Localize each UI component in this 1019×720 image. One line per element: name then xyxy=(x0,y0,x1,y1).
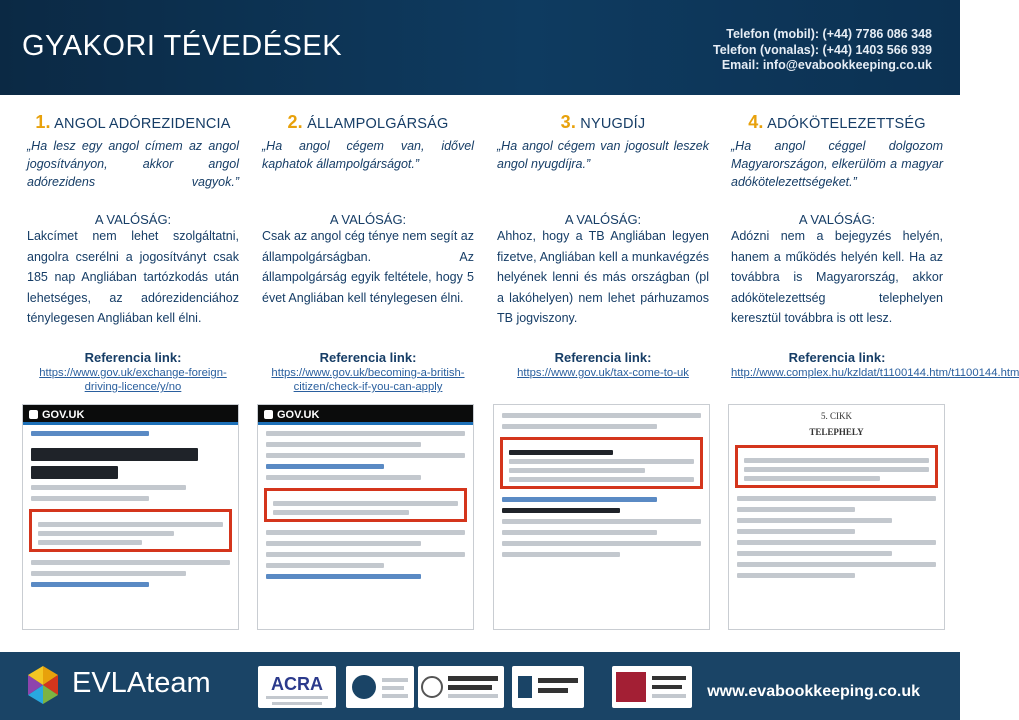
column-heading: ADÓKÖTELEZETTSÉG xyxy=(767,116,926,132)
text-placeholder xyxy=(509,477,694,482)
text-placeholder xyxy=(38,540,142,545)
breadcrumb-placeholder xyxy=(31,431,149,436)
column-number: 1. xyxy=(35,112,51,132)
text-placeholder xyxy=(266,442,421,447)
column-quote: „Ha angol cégem van jogosult leszek angol nyugdíjra.” xyxy=(497,139,709,171)
document-heading: 5. CIKK xyxy=(821,411,852,421)
heading-placeholder xyxy=(31,448,198,461)
screenshot-driving-licence xyxy=(22,404,239,630)
column-number: 4. xyxy=(748,112,764,132)
evla-logo-icon xyxy=(22,664,64,706)
text-placeholder xyxy=(509,450,613,455)
reference-label: Referencia link: xyxy=(788,350,886,365)
screenshot-national-insurance xyxy=(493,404,710,630)
column-number: 3. xyxy=(560,112,577,132)
document-subheading: TELEPHELY xyxy=(809,427,864,437)
text-placeholder xyxy=(737,540,936,545)
reality-label: A VALÓSÁG: xyxy=(329,212,407,227)
link-placeholder xyxy=(31,582,149,587)
column-heading: NYUGDÍJ xyxy=(580,116,646,132)
link-placeholder xyxy=(266,464,384,469)
reference-link[interactable]: https://www.gov.uk/tax-come-to-uk xyxy=(517,367,689,379)
header-banner xyxy=(0,0,960,95)
text-placeholder xyxy=(737,496,936,501)
text-placeholder xyxy=(502,508,620,513)
text-placeholder xyxy=(502,530,657,535)
column-title xyxy=(731,112,943,133)
reference-link[interactable]: https://www.gov.uk/exchange-foreign-driving-licence/y/no xyxy=(39,367,227,393)
link-placeholder xyxy=(266,574,421,579)
crown-icon xyxy=(29,410,38,419)
footer-website-link[interactable]: www.evabookkeeping.co.uk xyxy=(707,683,920,700)
text-placeholder xyxy=(502,552,620,557)
companies-house-logo-icon xyxy=(512,666,584,708)
text-placeholder xyxy=(31,496,149,501)
govuk-label: GOV.UK xyxy=(42,409,85,421)
reference-link[interactable]: http://www.complex.hu/kzldat/t1100144.htm/t1100144.htm xyxy=(731,367,1019,379)
text-placeholder xyxy=(737,529,855,534)
column-citizenship xyxy=(262,112,474,213)
text-placeholder xyxy=(31,560,230,565)
footer-banner xyxy=(0,652,960,720)
column-quote: „Ha angol céggel dolgozom Magyarországon, elkerülöm a magyar adókötelezettségeket.” xyxy=(731,139,943,189)
text-placeholder xyxy=(737,551,892,556)
govuk-bar xyxy=(258,405,473,425)
reality-text: Adózni nem a bejegyzés helyén, hanem a működés helyén kell. Ha az továbbra is Magyarország, akkor adókötelezettség telephelyen keresztül továbbra is ott lesz. xyxy=(731,229,943,325)
phone-landline: Telefon (vonalas): (+44) 1403 566 939 xyxy=(713,42,932,57)
text-placeholder xyxy=(266,431,465,436)
highlight-box xyxy=(735,445,938,488)
reality-text: Ahhoz, hogy a TB Angliában legyen fizetve, Angliában kell a munkavégzés helyének lenni és más országban (pl a lakóhelyen) nem lehet párhuzamos TB jogviszony. xyxy=(497,229,709,325)
text-placeholder xyxy=(266,475,421,480)
text-placeholder xyxy=(273,501,458,506)
text-placeholder xyxy=(266,541,421,546)
text-placeholder xyxy=(744,458,929,463)
institute-logo-icon xyxy=(346,666,414,708)
text-placeholder xyxy=(31,485,186,490)
text-placeholder xyxy=(266,552,465,557)
govuk-bar xyxy=(23,405,238,425)
reality-label: A VALÓSÁG: xyxy=(564,212,642,227)
ukti-logo-icon xyxy=(612,666,692,708)
screenshot-citizenship xyxy=(257,404,474,630)
reality-label: A VALÓSÁG: xyxy=(798,212,876,227)
text-placeholder xyxy=(744,476,880,481)
contact-block xyxy=(713,27,932,74)
column-title xyxy=(262,112,474,133)
text-placeholder xyxy=(266,563,384,568)
phone-mobile: Telefon (mobil): (+44) 7786 086 348 xyxy=(726,27,932,41)
text-placeholder xyxy=(509,468,645,473)
reference-link[interactable]: https://www.gov.uk/becoming-a-british-citizen/check-if-you-can-apply xyxy=(271,367,465,393)
reality-label: A VALÓSÁG: xyxy=(94,212,172,227)
crown-icon xyxy=(264,410,273,419)
highlight-box xyxy=(500,437,703,489)
footer-brand: EVLAteam xyxy=(72,667,211,699)
text-placeholder xyxy=(31,571,186,576)
acra-logo-icon xyxy=(258,666,336,708)
text-placeholder xyxy=(744,467,929,472)
column-tax-liability xyxy=(731,112,943,213)
hmrc-logo-icon xyxy=(418,666,504,708)
text-placeholder xyxy=(502,424,657,429)
column-heading: ÁLLAMPOLGÁRSÁG xyxy=(307,116,449,132)
reality-text: Csak az angol cég ténye nem segít az állampolgárságban. Az állampolgárság egyik feltétele, hogy 5 évet Angliában kell ténylegesen élni. xyxy=(262,229,474,305)
reference-label: Referencia link: xyxy=(554,350,652,365)
text-placeholder xyxy=(737,518,892,523)
screenshot-tax-treaty xyxy=(728,404,945,630)
page-title: GYAKORI TÉVEDÉSEK xyxy=(22,30,343,62)
link-placeholder xyxy=(502,497,657,502)
column-residency xyxy=(27,112,239,213)
text-placeholder xyxy=(502,541,701,546)
email-address[interactable]: Email: info@evabookkeeping.co.uk xyxy=(721,58,932,72)
text-placeholder xyxy=(38,531,174,536)
reality-text: Lakcímet nem lehet szolgáltatni, angolra cserélni a jogosítványt csak 185 nap Angliában tartózkodás után lehetséges, az adórezidenciához ténylegesen Angliában kell élni. xyxy=(27,229,239,325)
text-placeholder xyxy=(266,530,465,535)
govuk-label: GOV.UK xyxy=(277,409,320,421)
column-title xyxy=(27,112,239,133)
text-placeholder xyxy=(266,453,465,458)
text-placeholder xyxy=(509,459,694,464)
column-number: 2. xyxy=(287,112,303,132)
text-placeholder xyxy=(737,573,855,578)
text-placeholder xyxy=(737,507,855,512)
svg-text:ACRA: ACRA xyxy=(271,674,323,694)
column-quote: „Ha lesz egy angol címem az angol jogosítványon, akkor angol adórezidens vagyok.” xyxy=(27,139,239,189)
reference-label: Referencia link: xyxy=(84,350,182,365)
column-heading: ANGOL ADÓREZIDENCIA xyxy=(54,116,231,132)
highlight-box xyxy=(264,488,467,522)
text-placeholder xyxy=(502,519,701,524)
reference-label: Referencia link: xyxy=(319,350,417,365)
column-title xyxy=(497,112,709,133)
column-quote: „Ha angol cégem van, idővel kaphatok állampolgárságot.” xyxy=(262,139,474,171)
text-placeholder xyxy=(737,562,936,567)
column-pension xyxy=(497,112,709,213)
text-placeholder xyxy=(502,413,701,418)
text-placeholder xyxy=(38,522,223,527)
text-placeholder xyxy=(273,510,409,515)
heading-placeholder xyxy=(31,466,118,479)
highlight-box xyxy=(29,509,232,552)
